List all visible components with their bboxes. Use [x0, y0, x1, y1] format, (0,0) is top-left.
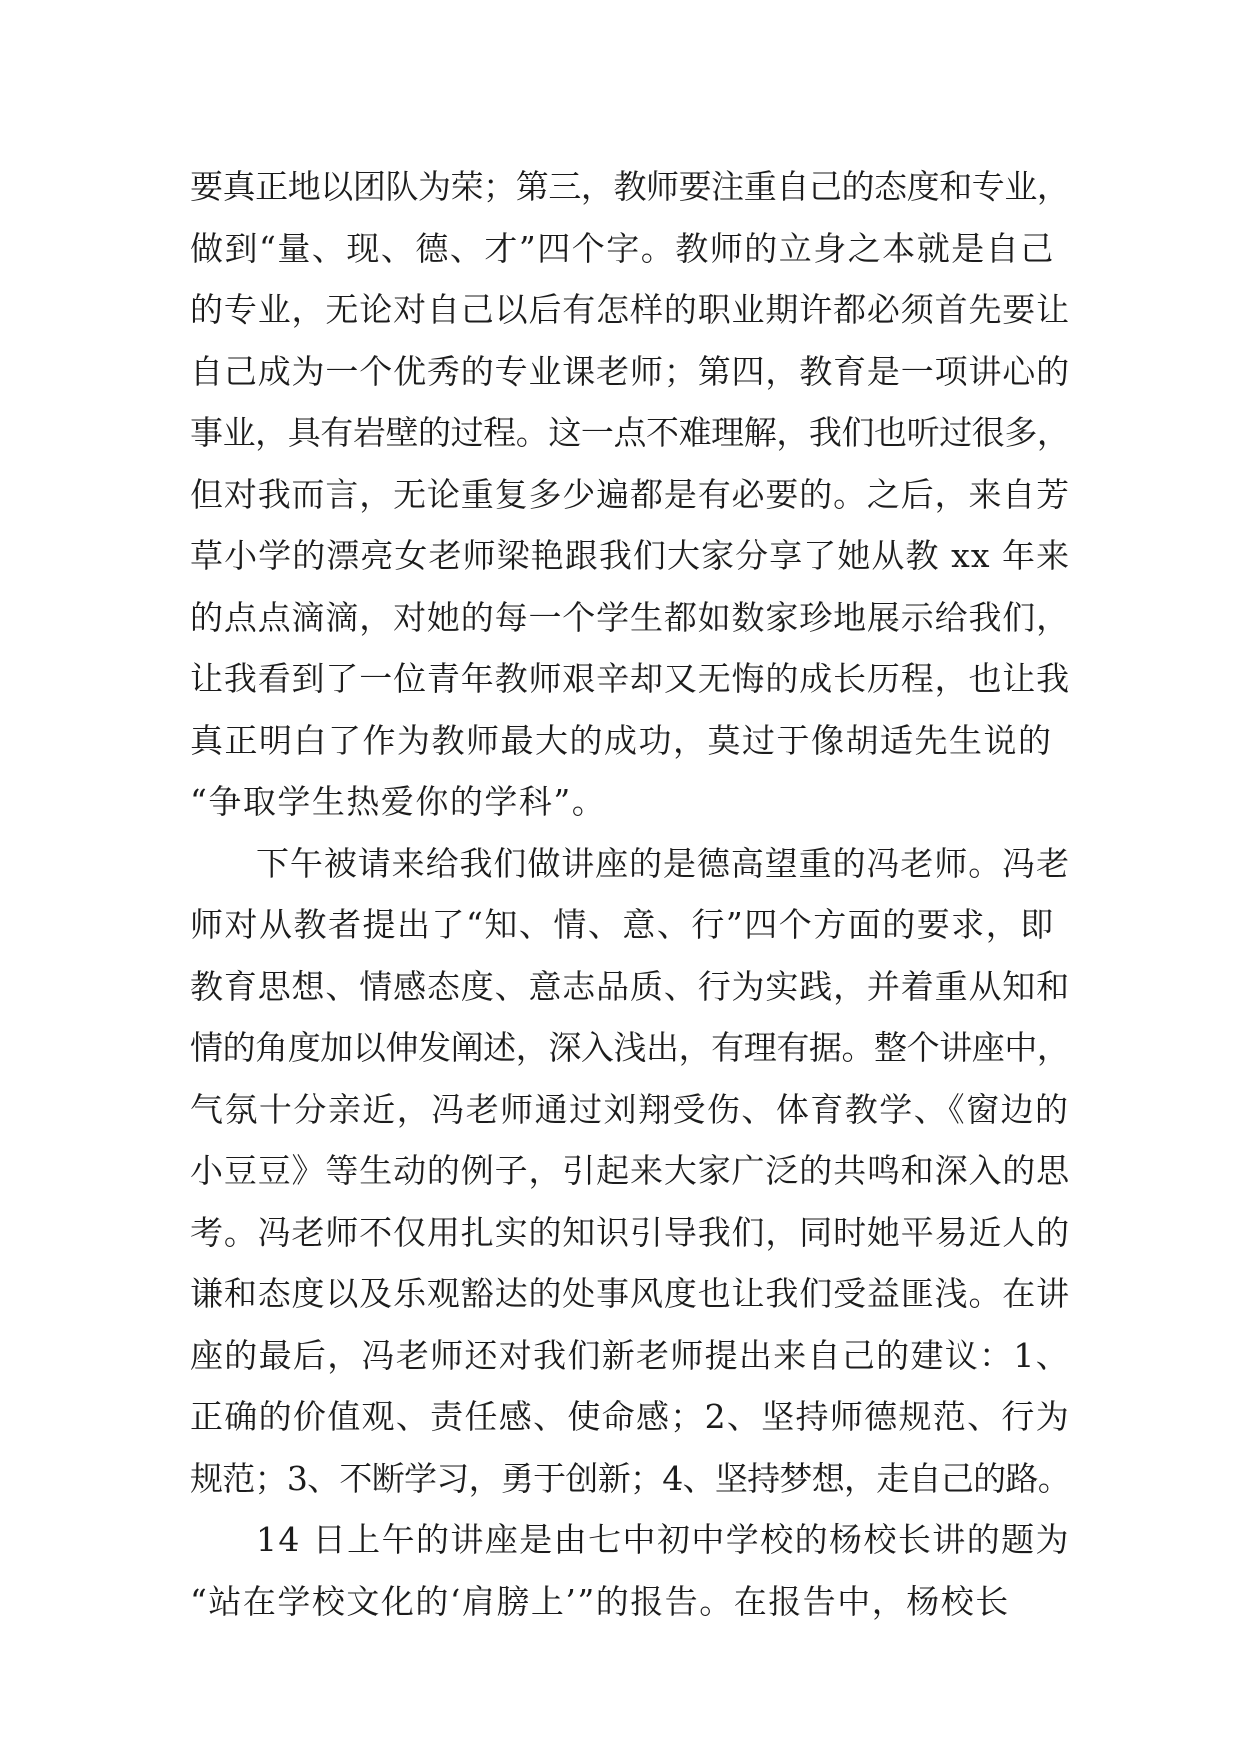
- text-line: 真正明白了作为教师最大的成功，莫过于像胡适先生说的: [190, 720, 1053, 760]
- paragraph-first-line: 14 日上午的讲座是由七中初中学校的杨校长讲的题为: [256, 1520, 1070, 1559]
- text-line: “站在学校文化的‘肩膀上’”的报告。在报告中，杨校长: [190, 1581, 1010, 1621]
- text-line: 气氛十分亲近，冯老师通过刘翔受伤、体育教学、《窗边的: [190, 1089, 1070, 1129]
- text-line: 事业，具有岩壁的过程。这一点不难理解，我们也听过很多，: [190, 413, 1070, 452]
- paragraph-first-line: 下午被请来给我们做讲座的是德高望重的冯老师。冯老: [256, 843, 1070, 883]
- document-body: [190, 156, 1070, 1632]
- text-line: 座的最后，冯老师还对我们新老师提出来自己的建议：1、: [190, 1335, 1070, 1375]
- text-line: 但对我而言，无论重复多少遍都是有必要的。之后，来自芳: [190, 474, 1070, 514]
- text-line: 自己成为一个优秀的专业课老师；第四，教育是一项讲心的: [190, 351, 1070, 391]
- text-line: 让我看到了一位青年教师艰辛却又无悔的成长历程，也让我: [190, 659, 1070, 698]
- text-line: 师对从教者提出了“知、情、意、行”四个方面的要求，即: [190, 905, 1055, 944]
- text-line: 教育思想、情感态度、意志品质、行为实践，并着重从知和: [190, 966, 1070, 1006]
- text-line: 的专业，无论对自己以后有怎样的职业期许都必须首先要让: [190, 290, 1070, 329]
- text-line: “争取学生热爱你的学科”。: [190, 782, 607, 821]
- text-line: 规范；3、不断学习，勇于创新；4、坚持梦想，走自己的路。: [190, 1458, 1070, 1498]
- text-line: 草小学的漂亮女老师梁艳跟我们大家分享了她从教 xx 年来: [190, 536, 1071, 575]
- text-line: 要真正地以团队为荣；第三，教师要注重自己的态度和专业，: [190, 167, 1070, 206]
- text-line: 的点点滴滴，对她的每一个学生都如数家珍地展示给我们，: [190, 597, 1070, 637]
- text-line: 情的角度加以伸发阐述，深入浅出，有理有据。整个讲座中，: [190, 1028, 1070, 1067]
- text-line: 小豆豆》等生动的例子，引起来大家广泛的共鸣和深入的思: [190, 1151, 1070, 1190]
- text-line: 考。冯老师不仅用扎实的知识引导我们，同时她平易近人的: [190, 1212, 1070, 1252]
- text-line: 谦和态度以及乐观豁达的处事风度也让我们受益匪浅。在讲: [190, 1274, 1070, 1313]
- text-line: 做到“量、现、德、才”四个字。教师的立身之本就是自己: [190, 228, 1055, 268]
- text-line: 正确的价值观、责任感、使命感；2、坚持师德规范、行为: [190, 1397, 1070, 1436]
